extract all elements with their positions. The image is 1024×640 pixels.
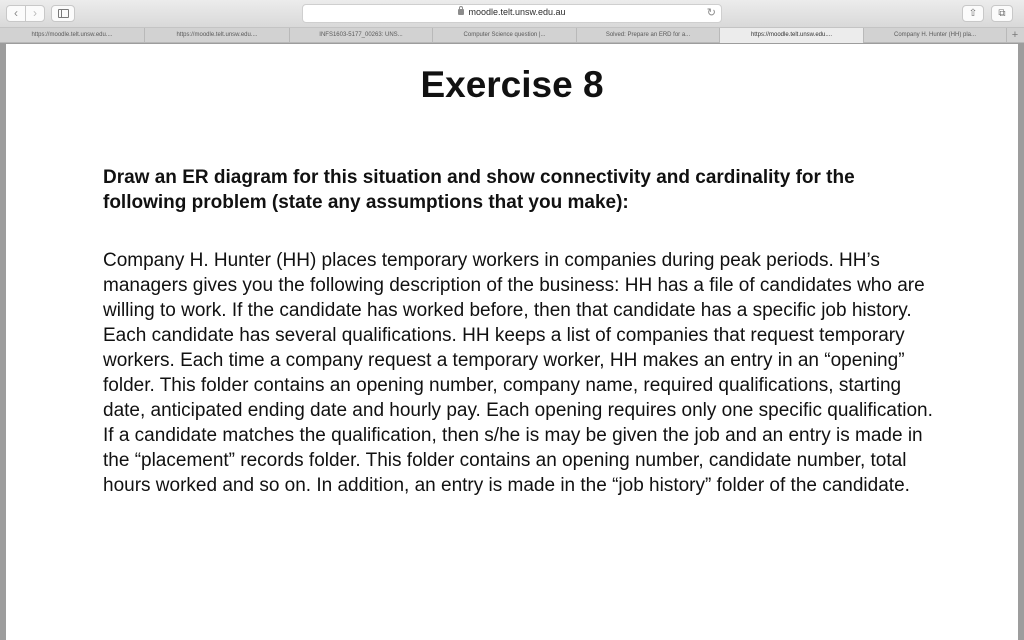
chevron-right-icon[interactable]: ›	[25, 5, 45, 22]
url-display	[303, 7, 721, 17]
exercise-body: Company H. Hunter (HH) places temporary workers in companies during peak periods. HH’s managers gives you the following description of the business: HH has a file of candidates who are willing to work. If the candidate has worked before, then that candidate has a specific job history. Each candidate has several qualifications. HH keeps a list of companies that request temporary workers. Each time a company request a temporary worker, HH makes an entry in an “opening” folder. This folder contains an opening number, company name, required qualifications, starting date, anticipated ending date and hourly pay. Each opening requires only one specific qualification. If a candidate matches the qualification, then s/he is may be given the job and an entry is made in the “placement” records folder. This folder contains an opening number, candidate number, total hours worked and so on. In addition, an entry is made in the “job history” folder of the candidate.	[103, 250, 933, 496]
share-icon[interactable]: ⇧	[962, 5, 984, 22]
page-title: Exercise 8	[420, 64, 604, 105]
sidebar-toggle-button[interactable]	[51, 5, 75, 22]
tab-4[interactable]: Computer Science question |...	[433, 28, 577, 43]
plus-icon[interactable]: +	[1011, 29, 1019, 41]
address-bar[interactable]	[302, 4, 722, 23]
page-content	[6, 44, 1018, 640]
tab-7[interactable]: Company H. Hunter (HH) pla...	[864, 28, 1007, 43]
url-text: moodle.telt.unsw.edu.au	[468, 7, 566, 17]
tab-6-active[interactable]: https://moodle.telt.unsw.edu....	[720, 28, 864, 43]
reload-icon[interactable]: ↻	[706, 7, 716, 19]
tab-1[interactable]: https://moodle.telt.unsw.edu....	[0, 28, 145, 43]
browser-toolbar	[0, 0, 1024, 28]
sidebar-icon	[58, 9, 69, 18]
tabs-overview-icon[interactable]: ⧉	[991, 5, 1013, 22]
tab-3[interactable]: INFS1603-5177_00263: UNS...	[290, 28, 433, 43]
tab-2[interactable]: https://moodle.telt.unsw.edu....	[145, 28, 290, 43]
chevron-left-icon[interactable]: ‹	[6, 5, 26, 22]
tab-bar	[0, 28, 1024, 43]
tab-5[interactable]: Solved: Prepare an ERD for a...	[577, 28, 720, 43]
lock-icon	[458, 9, 464, 15]
exercise-prompt: Draw an ER diagram for this situation and show connectivity and cardinality for the following problem (state any assumptions that you make):	[103, 167, 855, 213]
